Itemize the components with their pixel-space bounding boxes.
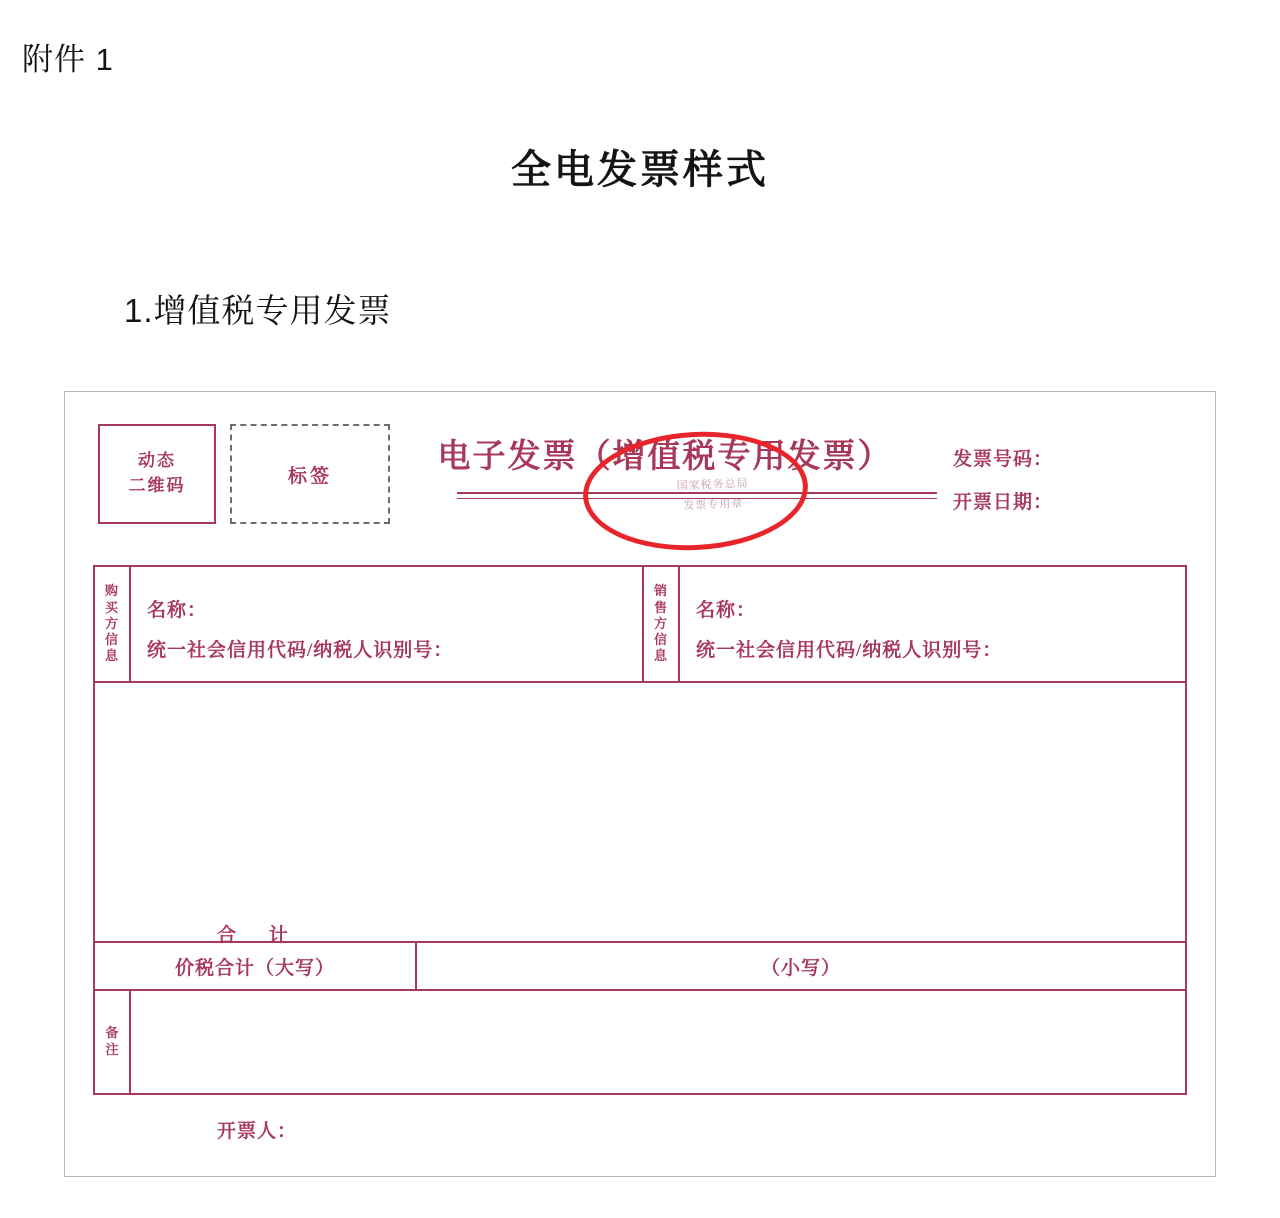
tag-box-label: 标签 <box>287 465 332 487</box>
buyer-fields <box>147 591 453 671</box>
seller-side-label-text: 销售方信息 <box>654 583 669 664</box>
buyer-tax-id-label: 统一社会信用代码/纳税人识别号： <box>147 639 454 661</box>
drawer-label: 开票人： <box>217 1121 298 1142</box>
amount-in-words-label: 价税合计（大写） <box>95 943 417 989</box>
qr-box-line1: 动态 <box>138 451 176 471</box>
invoice-sample-frame <box>64 391 1216 1177</box>
invoice-number-label: 发票号码： <box>953 449 1054 470</box>
attachment-label: 附件 1 <box>22 42 114 77</box>
issue-date-label: 开票日期： <box>953 492 1054 513</box>
buyer-info-section <box>95 567 642 681</box>
section-heading: 1.增值税专用发票 <box>124 292 392 329</box>
line-items-total-label: 合 计 <box>217 925 302 946</box>
amount-in-figures-label: （小写） <box>760 957 841 979</box>
stamp-text-line2: 发票专用章 <box>683 497 744 512</box>
remark-side-label <box>95 991 131 1093</box>
remark-side-label-text: 备注 <box>105 1025 119 1057</box>
invoice-title: 电子发票（增值税专用发票） <box>437 439 893 475</box>
page-title: 全电发票样式 <box>511 148 769 192</box>
buyer-name-label: 名称： <box>147 600 208 621</box>
seller-fields <box>696 591 1002 671</box>
seller-side-label <box>644 567 680 681</box>
qr-box-line2: 二维码 <box>128 476 186 495</box>
dynamic-qr-code-box <box>98 424 216 524</box>
seller-info-section <box>642 567 1189 681</box>
buyer-side-label-text: 购买方信息 <box>105 583 120 664</box>
line-items-area <box>93 683 1187 943</box>
amount-total-row <box>93 943 1187 991</box>
party-info-table <box>93 565 1187 683</box>
buyer-side-label <box>95 567 131 681</box>
tax-bureau-stamp-text <box>612 473 813 520</box>
tag-box <box>230 424 390 524</box>
stamp-text-line1: 国家税务总局 <box>676 477 749 493</box>
remark-row <box>93 991 1187 1095</box>
seller-tax-id-label: 统一社会信用代码/纳税人识别号： <box>696 639 1003 661</box>
seller-name-label: 名称： <box>696 600 757 621</box>
